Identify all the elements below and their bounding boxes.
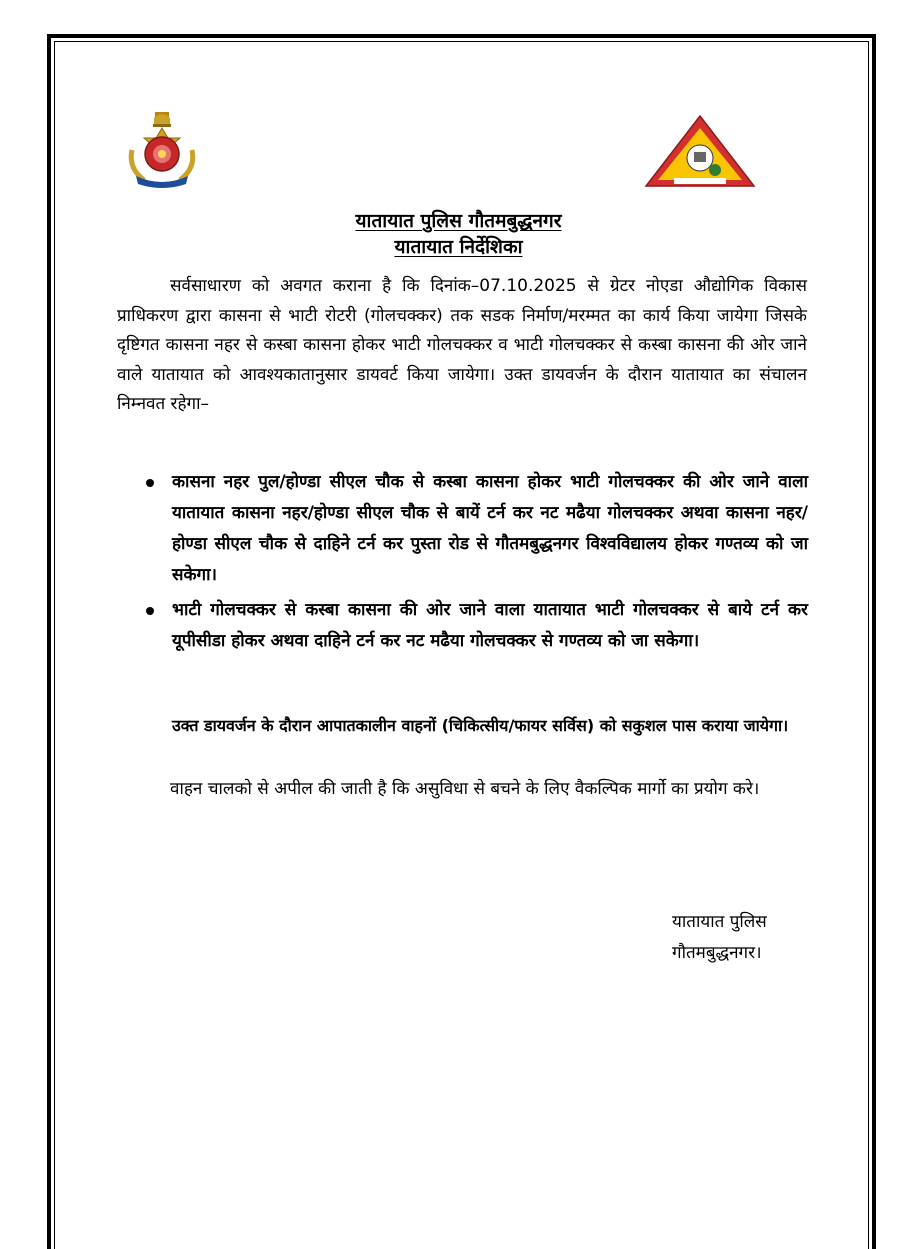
up-traffic-police-logo [644, 114, 756, 190]
up-police-emblem-logo [124, 110, 200, 188]
diversion-list [140, 467, 808, 661]
list-item [140, 595, 808, 657]
list-item [140, 467, 808, 591]
diversion-text: कासना नहर पुल/होण्डा सीएल चौक से कस्बा कासना होकर भाटी गोलचक्कर की ओर जाने वाला यातायात कासना नहर/होण्डा सीएल चौक से बायें टर्न कर नट मढैया गोलचक्कर अथवा कासना नहर/होण्डा सीएल चौक से दाहिने टर्न कर पुस्ता रोड से गौतमबुद्धनगर विश्वविद्यालय होकर गण्तव्य को जा सकेगा। [172, 472, 808, 585]
signature-line-2: गौतमबुद्धनगर। [672, 943, 762, 963]
emblem-icon [124, 110, 200, 188]
intro-paragraph: सर्वसाधारण को अवगत कराना है कि दिनांक–07.10.2025 से ग्रेटर नोएडा औद्योगिक विकास प्राधिकरण द्वारा कासना से भाटी रोटरी (गोलचक्कर) तक सडक निर्माण/मरम्मत का कार्य किया जायेगा जिसके दृष्टिगत कासना नहर से कस्बा कासना होकर भाटी गोलचक्कर व भाटी गोलचक्कर से कस्बा कासना की ओर जाने वाले यातायात को आवश्यकातानुसार डायवर्ट किया जायेगा। उक्त डायवर्जन के दौरान यातायात का संचालन निम्नवत रहेगा– [117, 276, 807, 414]
bullet-icon [146, 607, 154, 615]
appeal-paragraph: वाहन चालको से अपील की जाती है कि असुविधा से बचने के लिए वैकल्पिक मार्गो का प्रयोग करे। [170, 779, 760, 799]
traffic-triangle-icon [644, 114, 756, 190]
emergency-note: उक्त डायवर्जन के दौरान आपातकालीन वाहनों (चिकित्सीय/फायर सर्विस) को सकुशल पास कराया जायेगा। [172, 716, 789, 735]
bullet-icon [146, 479, 154, 487]
signature-line-1: यातायात पुलिस [672, 912, 767, 932]
page-title: यातायात पुलिस गौतमबुद्धनगर [355, 210, 562, 232]
diversion-text: भाटी गोलचक्कर से कस्बा कासना की ओर जाने वाला यातायात भाटी गोलचक्कर से बाये टर्न कर यूपीसीडा होकर अथवा दाहिने टर्न कर नट मढैया गोलचक्कर से गण्तव्य को जा सकेगा। [172, 600, 808, 651]
signature-block [672, 907, 767, 969]
page-subtitle: यातायात निर्देशिका [394, 236, 523, 258]
